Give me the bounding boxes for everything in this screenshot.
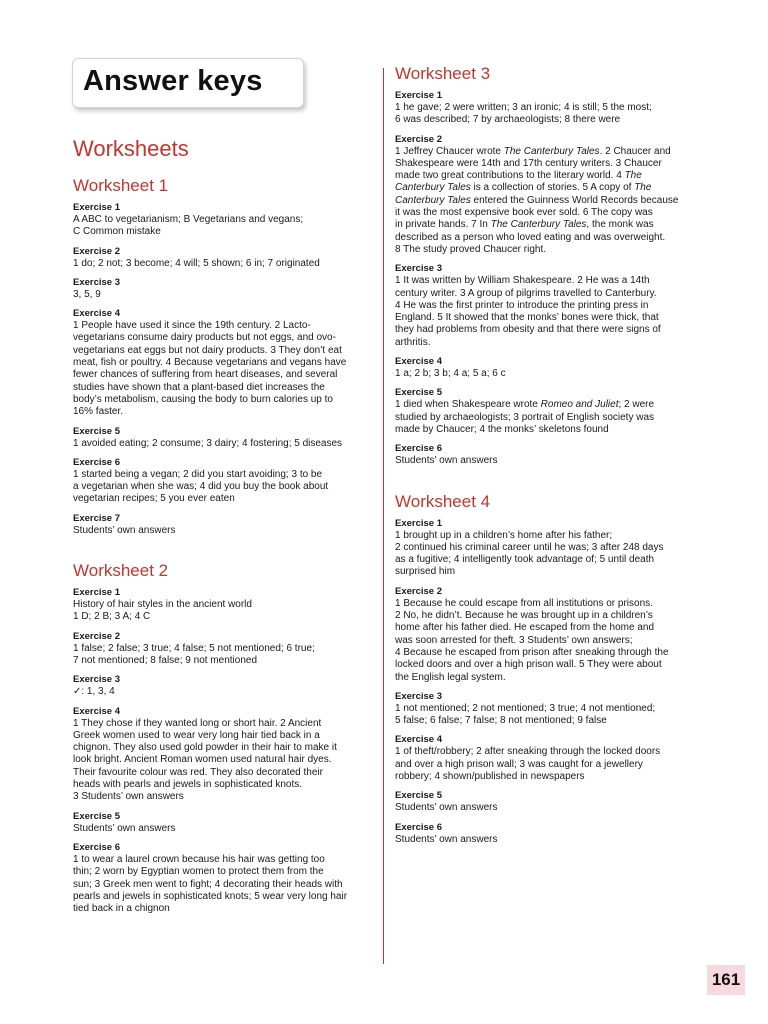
exercise bbox=[395, 790, 695, 814]
right-worksheets bbox=[395, 64, 695, 846]
exercise-heading: Exercise 4 bbox=[73, 705, 121, 717]
exercise-answer: Students’ own answers bbox=[395, 802, 498, 814]
exercise-heading: Exercise 6 bbox=[73, 456, 121, 468]
worksheet-title: Worksheet 1 bbox=[73, 176, 169, 195]
exercise-heading: Exercise 5 bbox=[395, 387, 443, 399]
exercise-heading: Exercise 6 bbox=[395, 821, 443, 833]
exercise bbox=[73, 513, 373, 537]
worksheet-title: Worksheet 3 bbox=[395, 64, 491, 83]
exercise-heading: Exercise 5 bbox=[73, 810, 121, 822]
exercise-heading: Exercise 1 bbox=[395, 90, 443, 101]
worksheet-title: Worksheet 4 bbox=[395, 491, 491, 511]
page-title-box bbox=[72, 58, 304, 108]
exercise bbox=[395, 134, 695, 257]
exercise-answer: 1 a; 2 b; 3 b; 4 a; 5 a; 6 c bbox=[395, 368, 506, 380]
exercise-answer: A ABC to vegetarianism; B Vegetarians and vegans; C Common mistake bbox=[73, 214, 304, 238]
exercise-heading: Exercise 2 bbox=[395, 133, 443, 145]
exercise-answer: 1 avoided eating; 2 consume; 3 dairy; 4 fostering; 5 diseases bbox=[73, 437, 343, 449]
exercise bbox=[395, 734, 695, 783]
exercise bbox=[395, 443, 695, 467]
page-title: Answer keys bbox=[83, 65, 263, 97]
exercise bbox=[73, 426, 373, 450]
exercise-answer: History of hair styles in the ancient world 1 D; 2 B; 3 A; 4 C bbox=[73, 599, 252, 623]
exercise-answer: 1 died when Shakespeare wrote Romeo and Juliet; 2 were studied by archaeologists; 3 portrait of English society was made by Chaucer; 4 the monks’ skeletons found bbox=[395, 399, 655, 435]
exercise-heading: Exercise 3 bbox=[395, 690, 443, 702]
exercise-heading: Exercise 6 bbox=[73, 841, 121, 853]
exercise bbox=[73, 308, 373, 418]
exercise-answer: 1 It was written by William Shakespeare. 2 He was a 14th century writer. 3 A group of pilgrims travelled to Canterbury. 4 He was the first printer to introduce the printing press in England. 5 It showed that the monks’ bones were thick, that they had problems from obesity and that there were signs of arthritis. bbox=[395, 275, 661, 348]
exercise bbox=[73, 202, 373, 239]
exercise bbox=[395, 263, 695, 349]
exercise-heading: Exercise 3 bbox=[395, 263, 443, 275]
exercise-answer: 1 to wear a laurel crown because his hair was getting too thin; 2 worn by Egyptian women to protect them from the sun; 3 Greek men went to fight; 4 decorating their heads with pearls and jewels in sophisticated knots; 5 wear very long hair tied back in a chignon bbox=[73, 853, 348, 915]
section-title: Worksheets bbox=[73, 136, 189, 161]
exercise bbox=[73, 277, 373, 301]
exercise bbox=[73, 587, 373, 624]
exercise-heading: Exercise 2 bbox=[73, 245, 121, 257]
exercise-answer: 1 do; 2 not; 3 become; 4 will; 5 shown; 6 in; 7 originated bbox=[73, 257, 320, 269]
left-worksheets bbox=[73, 176, 373, 915]
exercise-answer: 1 started being a vegan; 2 did you start avoiding; 3 to be a vegetarian when she was; 4 did you buy the book about vegetarian recipes; 5 you ever eaten bbox=[73, 468, 329, 505]
exercise bbox=[73, 674, 373, 698]
exercise bbox=[73, 842, 373, 915]
worksheet-title: Worksheet 2 bbox=[73, 561, 169, 581]
exercise-answer: Students’ own answers bbox=[73, 822, 176, 834]
exercise-heading: Exercise 2 bbox=[395, 585, 443, 597]
exercise-answer: 1 Jeffrey Chaucer wrote The Canterbury Tales. 2 Chaucer and Shakespeare were 14th and 17th century writers. 3 Chaucer made two great contributions to the literary world. 4 The Canterbury Tales is a collection of stories. 5 A copy of The Canterbury Tales entered the Guinness World Records because it was the most expensive book ever sold. 6 The copy was in private hands. 7 In The Canterbury Tales, the monk was described as a person who loved eating and was overweight. 8 The study proved Chaucer right. bbox=[395, 145, 679, 255]
exercise-answer: 1 false; 2 false; 3 true; 4 false; 5 not mentioned; 6 true; 7 not mentioned; 8 false; 9 not mentioned bbox=[73, 642, 315, 666]
page-number: 161 bbox=[707, 965, 745, 995]
exercise-heading: Exercise 1 bbox=[73, 202, 121, 213]
exercise bbox=[395, 387, 695, 436]
exercise-answer: Students’ own answers bbox=[73, 524, 176, 536]
exercise bbox=[73, 811, 373, 835]
exercise-answer: ✓: 1, 3, 4 bbox=[73, 686, 115, 698]
exercise-answer: 1 he gave; 2 were written; 3 an ironic; 4 is still; 5 the most; 6 was described; 7 by archaeologists; 8 there were bbox=[395, 102, 652, 126]
exercise bbox=[73, 631, 373, 668]
exercise bbox=[73, 246, 373, 270]
exercise-heading: Exercise 5 bbox=[73, 425, 121, 437]
column-divider bbox=[383, 68, 384, 964]
worksheet-block bbox=[395, 492, 695, 846]
exercise-heading: Exercise 3 bbox=[73, 674, 121, 686]
exercise-heading: Exercise 4 bbox=[395, 356, 443, 368]
exercise-heading: Exercise 4 bbox=[395, 734, 443, 746]
exercise-heading: Exercise 6 bbox=[395, 443, 443, 455]
exercise bbox=[395, 356, 695, 380]
exercise-answer: 1 not mentioned; 2 not mentioned; 3 true; 4 not mentioned; 5 false; 6 false; 7 false; 8 not mentioned; 9 false bbox=[395, 702, 656, 727]
exercise bbox=[395, 822, 695, 846]
exercise-heading: Exercise 2 bbox=[73, 630, 121, 642]
exercise bbox=[395, 518, 695, 579]
exercise-answer: 1 brought up in a children’s home after his father; 2 continued his criminal career until he was; 3 after 248 days as a fugitive; 4 intelligently took advantage of; 5 until death surprised him bbox=[395, 529, 664, 578]
exercise-answer: 1 People have used it since the 19th century. 2 Lacto- vegetarians consume dairy products but not eggs, and ovo- vegetarians eat eggs but not dairy products. 3 They don’t eat meat, fish or poultry. 4 Because vegetarians and vegans have fewer chances of suffering from heart diseases, and several studies have shown that a plant-based diet increases the body’s metabolism, causing the body to burn calories up to 16% faster. bbox=[73, 320, 347, 418]
exercise-answer: 1 They chose if they wanted long or short hair. 2 Ancient Greek women used to wear very long hair tied back in a chignon. They also used gold powder in their hair to make it look bright. Ancient Roman women used natural hair dyes. Their favourite colour was red. They also decorated their heads with pearls and jewels in sophisticated knots. 3 Students’ own answers bbox=[73, 717, 337, 803]
exercise-answer: 1 Because he could escape from all institutions or prisons. 2 No, he didn’t. Because he was brought up in a children’s home after his father died. He escaped from the home and was soon arrested for theft. 3 Students’ own answers; 4 Because he escaped from prison after sneaking through the locked doors and over a high prison wall. 5 They were about the English legal system. bbox=[395, 597, 669, 683]
worksheet-block bbox=[73, 561, 373, 915]
exercise bbox=[395, 586, 695, 684]
right-column bbox=[395, 64, 695, 870]
worksheet-block bbox=[73, 176, 373, 537]
exercise bbox=[73, 706, 373, 804]
worksheet-block bbox=[395, 64, 695, 468]
exercise-answer: 1 of theft/robbery; 2 after sneaking through the locked doors and over a high prison wall; 3 was caught for a jewellery robbery; 4 shown/published in newspapers bbox=[395, 746, 661, 782]
exercise bbox=[73, 457, 373, 506]
exercise-answer: Students’ own answers bbox=[395, 455, 498, 467]
exercise-heading: Exercise 7 bbox=[73, 512, 121, 524]
exercise bbox=[395, 691, 695, 728]
exercise bbox=[395, 90, 695, 127]
exercise-heading: Exercise 5 bbox=[395, 790, 443, 802]
left-column bbox=[73, 136, 373, 939]
exercise-heading: Exercise 4 bbox=[73, 308, 121, 320]
exercise-answer: Students’ own answers bbox=[395, 833, 498, 845]
exercise-heading: Exercise 1 bbox=[73, 587, 121, 599]
exercise-heading: Exercise 1 bbox=[395, 517, 443, 529]
exercise-heading: Exercise 3 bbox=[73, 276, 121, 288]
exercise-answer: 3, 5, 9 bbox=[73, 288, 101, 300]
